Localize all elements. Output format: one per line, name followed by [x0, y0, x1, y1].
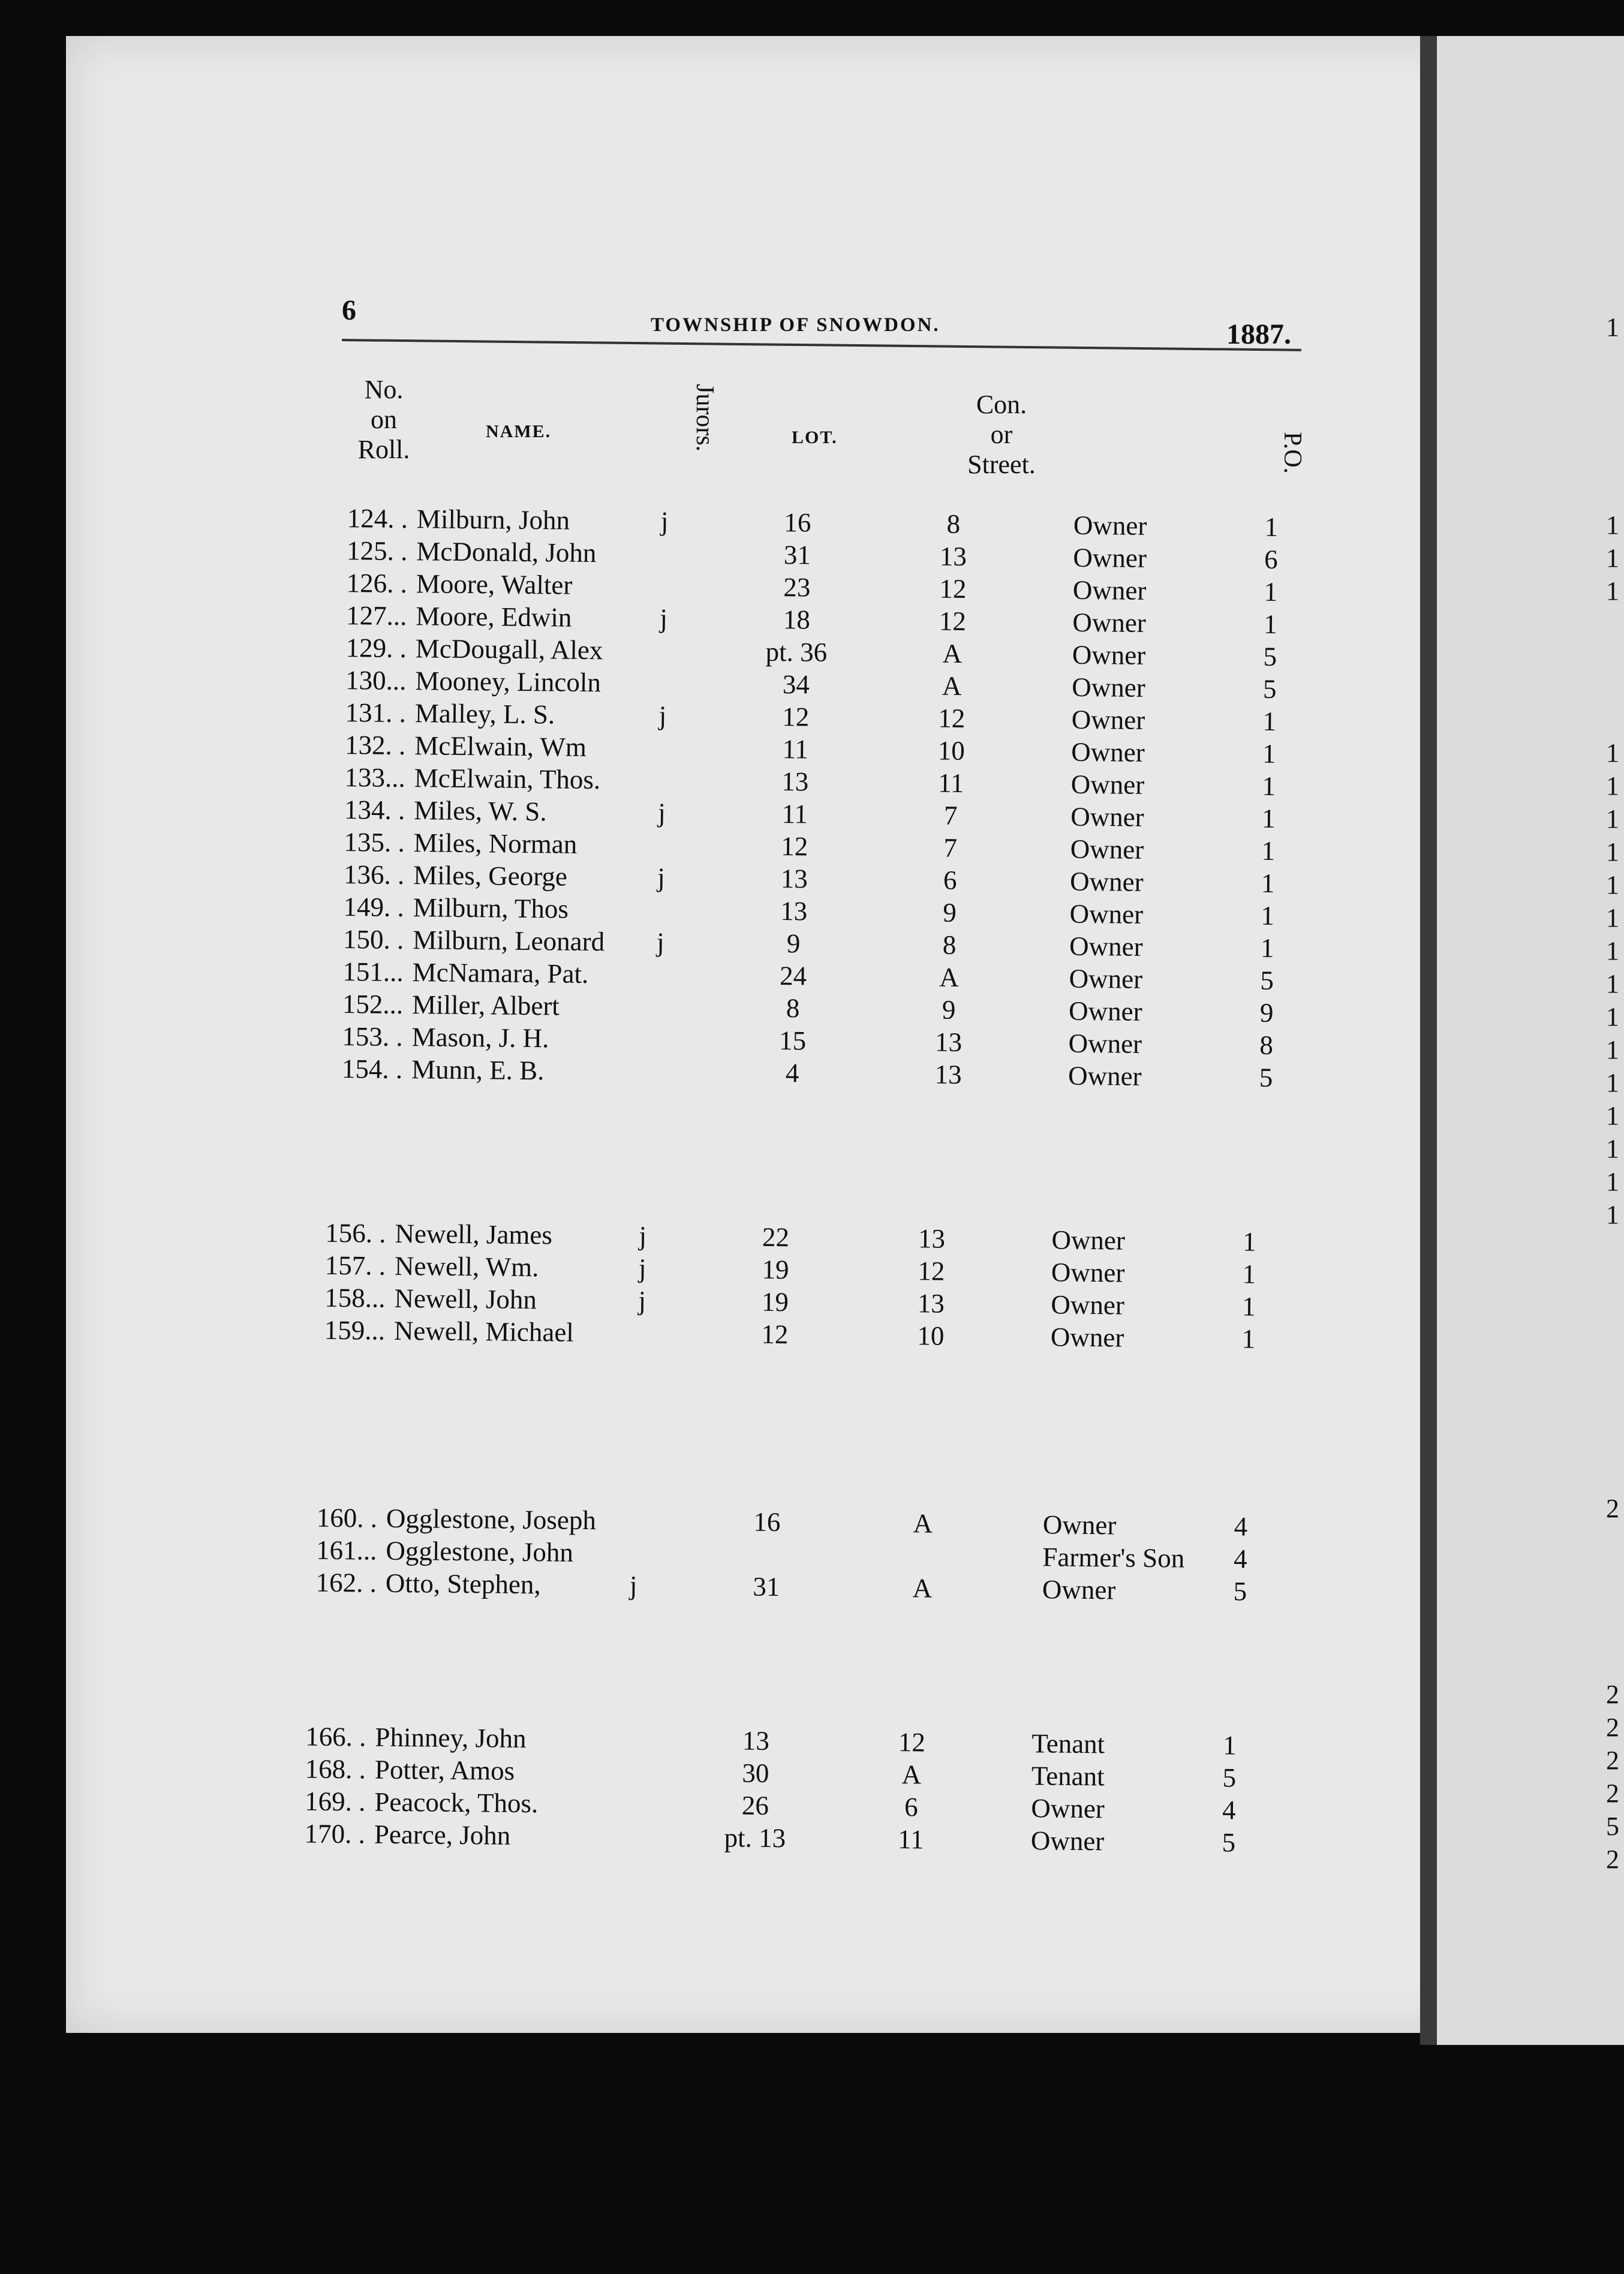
entry-po: 1 [1264, 576, 1278, 607]
entry-status: Owner [1051, 1225, 1126, 1256]
entry-no: 156. . [325, 1217, 386, 1249]
entry-status: Owner [1069, 866, 1144, 897]
entry-po: 5 [1263, 641, 1277, 672]
entry-juror: j [657, 862, 665, 893]
entry-po: 1 [1264, 512, 1279, 542]
entry-no: 160. . [316, 1502, 378, 1533]
entry-status: Owner [1072, 607, 1147, 638]
entry-status: Owner [1051, 1289, 1125, 1321]
entry-name: Pearce, John [374, 1819, 511, 1851]
page-year: 1887. [1226, 318, 1291, 350]
entry-status: Owner [1071, 736, 1145, 768]
entry-lot: 30 [742, 1758, 769, 1788]
entry-po: 8 [1259, 1030, 1274, 1060]
entry-status: Owner [1042, 1574, 1116, 1605]
entry-status: Owner [1042, 1509, 1117, 1541]
entry-con: A [939, 962, 960, 992]
entry-name: Mooney, Lincoln [415, 666, 602, 698]
entry-po: 1 [1263, 609, 1277, 639]
entry-no: 131. . [345, 697, 407, 729]
edge-digit: 1 [1606, 312, 1619, 342]
edge-digit: 1 [1606, 837, 1619, 867]
edge-digit: 1 [1606, 543, 1619, 573]
entry-name: McDougall, Alex [415, 633, 603, 666]
entry-no: 151... [342, 956, 404, 988]
entry-po: 1 [1241, 1291, 1256, 1322]
entry-lot: 19 [762, 1254, 789, 1285]
entry-po: 1 [1261, 900, 1275, 931]
column-header-po: P.O. [1279, 432, 1306, 474]
entry-status: Owner [1070, 834, 1144, 865]
entry-status: Owner [1073, 542, 1147, 573]
entry-no: 126. . [346, 568, 408, 599]
entry-po: 1 [1242, 1259, 1256, 1289]
edge-digit: 1 [1606, 771, 1619, 801]
entry-status: Owner [1068, 1028, 1142, 1059]
entry-con: 12 [938, 703, 966, 733]
entry-con: A [901, 1759, 922, 1790]
edge-digit: 2 [1606, 1779, 1619, 1808]
entry-name: Peacock, Thos. [374, 1786, 539, 1819]
entry-no: 168. . [305, 1753, 366, 1785]
column-header-street-line: Street. [967, 450, 1036, 479]
entry-po: 1 [1242, 1226, 1256, 1257]
entry-juror: j [638, 1285, 646, 1316]
entry-name: Miller, Albert [411, 989, 560, 1021]
column-header-roll-line: Roll. [357, 435, 410, 464]
entry-no: 157. . [324, 1250, 386, 1281]
edge-digit: 1 [1606, 936, 1619, 965]
entry-no: 158... [324, 1282, 386, 1313]
adjacent-page-strip [1437, 36, 1624, 2045]
entry-name: Newell, Michael [393, 1315, 575, 1347]
entry-juror: j [660, 603, 668, 634]
entry-po: 4 [1234, 1511, 1248, 1542]
entry-name: Ogglestone, John [386, 1535, 574, 1568]
entry-juror: j [658, 700, 667, 731]
entry-lot: 4 [785, 1058, 799, 1088]
entry-lot [713, 1538, 821, 1539]
entry-no: 133... [344, 762, 406, 793]
entry-po: 5 [1233, 1576, 1247, 1607]
entry-con: 13 [917, 1288, 945, 1319]
entry-lot: 12 [782, 702, 810, 732]
entry-name: Miles, Norman [413, 828, 578, 859]
entry-no: 169. . [304, 1786, 366, 1817]
entry-lot: 31 [783, 540, 811, 570]
entry-con: 7 [943, 832, 958, 863]
entry-status: Owner [1050, 1322, 1124, 1353]
entry-con: 8 [942, 930, 957, 960]
edge-digit: 1 [1606, 510, 1619, 540]
column-header-con-line: Con. [976, 390, 1027, 419]
column-header-jurors: Jurors. [691, 384, 718, 452]
entry-con: A [942, 670, 962, 701]
edge-digit: 1 [1606, 1035, 1619, 1064]
entry-con: 13 [934, 1059, 962, 1090]
entry-lot: 13 [780, 896, 808, 927]
entry-con: A [913, 1508, 933, 1539]
entry-name: Newell, James [395, 1218, 553, 1250]
entry-no: 130... [345, 665, 407, 696]
entry-no: 135. . [344, 827, 405, 858]
entry-lot: 11 [782, 734, 809, 765]
entry-lot: 26 [741, 1790, 769, 1821]
entry-con: A [912, 1573, 933, 1604]
entry-con: 12 [898, 1727, 926, 1758]
entry-con: 13 [939, 541, 967, 572]
entry-po: 5 [1222, 1762, 1237, 1793]
entry-con: 10 [937, 735, 966, 766]
entry-po: 1 [1261, 868, 1275, 898]
entry-po: 1 [1222, 1730, 1237, 1761]
entry-con: 13 [934, 1027, 963, 1057]
entry-lot: 19 [761, 1286, 789, 1318]
entry-con: 11 [897, 1824, 924, 1855]
entry-con: 8 [946, 509, 961, 539]
entry-name: Phinney, John [375, 1722, 527, 1754]
entry-no: 149. . [343, 892, 404, 923]
entry-con: 12 [939, 573, 967, 604]
page-number: 6 [342, 294, 356, 326]
edge-digit: 1 [1606, 1002, 1619, 1031]
entry-lot: 16 [753, 1506, 781, 1538]
entry-no: 170. . [304, 1818, 366, 1849]
column-header-lot: LOT. [792, 428, 838, 447]
entry-status: Owner [1069, 931, 1143, 962]
column-header-or-line: or [990, 420, 1013, 449]
column-header-no-line: No. [364, 375, 404, 404]
edge-digit: 1 [1606, 969, 1619, 998]
entry-con: 13 [918, 1223, 946, 1254]
edge-digit: 5 [1606, 1812, 1619, 1841]
entry-juror: j [638, 1253, 646, 1283]
edge-digit: 2 [1606, 1494, 1619, 1523]
entry-name: Mason, J. H. [411, 1022, 549, 1054]
entry-no: 154. . [341, 1054, 403, 1085]
entry-name: Malley, L. S. [414, 698, 555, 730]
entry-name: Munn, E. B. [411, 1054, 545, 1086]
entry-name: Milburn, Thos [413, 892, 569, 924]
entry-status: Owner [1030, 1825, 1105, 1857]
entry-name: Miles, George [413, 860, 568, 892]
entry-status: Owner [1031, 1793, 1105, 1824]
entry-lot: 9 [786, 928, 801, 959]
entry-lot: 13 [780, 864, 808, 894]
entry-status: Owner [1070, 769, 1145, 800]
entry-lot: 13 [781, 766, 809, 797]
entry-no: 161... [315, 1535, 377, 1566]
entry-name: McDonald, John [416, 536, 597, 568]
entry-con: A [942, 638, 963, 669]
page-title: TOWNSHIP OF SNOWDON. [651, 314, 940, 336]
entry-juror: j [629, 1570, 637, 1601]
entry-juror: j [639, 1220, 647, 1251]
entry-lot: 22 [762, 1222, 790, 1253]
entry-no: 152... [342, 989, 404, 1020]
edge-digit: 1 [1606, 903, 1619, 933]
entry-status: Owner [1069, 963, 1143, 994]
entry-no: 136. . [343, 859, 405, 891]
edge-digit: 2 [1606, 1746, 1619, 1775]
entry-con: 11 [937, 768, 964, 798]
entry-name: Potter, Amos [374, 1754, 515, 1786]
entry-name: Milburn, Leonard [412, 925, 605, 957]
entry-status: Owner [1051, 1257, 1125, 1288]
entry-lot: 23 [783, 572, 811, 603]
entry-juror: j [658, 798, 666, 828]
entry-lot: 24 [779, 961, 807, 991]
entry-name: Newell, Wm. [394, 1250, 539, 1283]
entry-con [887, 1540, 959, 1541]
entry-status: Owner [1072, 639, 1146, 670]
entry-no: 129. . [345, 633, 407, 664]
entry-lot: 34 [782, 669, 810, 700]
entry-lot: 13 [742, 1725, 770, 1756]
entry-con: 9 [943, 897, 957, 928]
entry-name: Ogglestone, Joseph [386, 1503, 597, 1536]
entry-name: Newell, John [394, 1283, 537, 1315]
entry-po: 5 [1260, 965, 1274, 995]
edge-digit: 1 [1606, 1167, 1619, 1196]
entry-po: 4 [1222, 1795, 1236, 1825]
edge-digit: 1 [1606, 804, 1619, 834]
entry-lot: 8 [786, 993, 800, 1024]
entry-name: Moore, Walter [416, 568, 573, 600]
entry-no: 134. . [344, 795, 405, 826]
entry-con: 12 [918, 1256, 945, 1286]
edge-digit: 1 [1606, 1134, 1619, 1163]
entry-po: 1 [1261, 803, 1276, 834]
entry-no: 150. . [342, 924, 404, 955]
entry-con: 10 [917, 1321, 945, 1351]
entry-name: Milburn, John [416, 504, 570, 536]
column-header-name: NAME. [486, 422, 552, 441]
entry-con: 6 [904, 1792, 918, 1822]
entry-po: 5 [1259, 1062, 1273, 1093]
entry-po: 4 [1233, 1544, 1247, 1574]
entry-lot: 12 [761, 1319, 789, 1350]
entry-status: Owner [1070, 801, 1144, 832]
entry-juror: j [656, 927, 664, 958]
entry-lot: 15 [778, 1025, 807, 1056]
entry-po: 1 [1262, 706, 1277, 736]
entry-no: 162. . [315, 1567, 377, 1598]
edge-digit: 1 [1606, 738, 1619, 768]
edge-digit: 2 [1606, 1680, 1619, 1709]
entry-name: Miles, W. S. [414, 795, 547, 827]
entry-name: Otto, Stephen, [385, 1568, 541, 1600]
edge-digit: 2 [1606, 1713, 1619, 1742]
entry-lot: 31 [753, 1571, 780, 1602]
entry-no: 159... [324, 1315, 386, 1346]
entry-lot: 18 [783, 604, 811, 635]
column-header-on-line: on [371, 405, 397, 434]
entry-lot: 16 [784, 507, 811, 538]
entry-name: Moore, Edwin [416, 601, 572, 633]
entry-lot: pt. 13 [724, 1822, 786, 1854]
entry-juror: j [660, 506, 669, 537]
entry-status: Owner [1067, 1060, 1142, 1091]
entry-no: 153. . [342, 1021, 403, 1052]
entry-name: McNamara, Pat. [412, 957, 589, 989]
entry-status: Tenant [1031, 1761, 1105, 1792]
entry-no: 166. . [305, 1721, 366, 1752]
edge-digit: 1 [1606, 1101, 1619, 1130]
entry-name: McElwain, Thos. [414, 763, 601, 795]
entry-po: 5 [1222, 1827, 1236, 1858]
entry-po: 1 [1241, 1324, 1256, 1354]
entry-po: 5 [1262, 673, 1277, 704]
entry-po: 1 [1262, 771, 1276, 801]
entry-lot: 12 [781, 831, 808, 862]
edge-digit: 2 [1606, 1845, 1619, 1874]
entry-status: Owner [1071, 704, 1145, 735]
binding-rule [1420, 36, 1437, 2045]
entry-po: 6 [1264, 544, 1278, 574]
entry-lot: pt. 36 [765, 636, 828, 667]
entry-status: Tenant [1031, 1728, 1105, 1759]
edge-digit: 1 [1606, 1068, 1619, 1097]
entry-status: Owner [1068, 995, 1142, 1027]
entry-lot: 11 [781, 799, 808, 829]
edge-digit: 1 [1606, 1200, 1619, 1229]
entry-status: Owner [1069, 898, 1144, 930]
entry-con: 9 [942, 994, 956, 1025]
entry-status: Farmer's Son [1042, 1542, 1185, 1574]
entry-no: 124. . [347, 503, 408, 534]
entry-name: McElwain, Wm [414, 730, 587, 762]
entry-po: 1 [1262, 738, 1276, 769]
entry-con: 6 [943, 865, 957, 895]
edge-digit: 1 [1606, 870, 1619, 900]
entry-po: 1 [1261, 835, 1276, 866]
entry-no: 127... [345, 600, 407, 631]
entry-status: Owner [1072, 672, 1146, 703]
entry-po: 1 [1260, 933, 1274, 963]
entry-con: 12 [939, 606, 967, 636]
edge-digit: 1 [1606, 576, 1619, 606]
entry-status: Owner [1073, 510, 1147, 541]
entry-no: 125. . [346, 536, 408, 567]
entry-status: Owner [1072, 574, 1147, 606]
entry-con: 7 [943, 800, 958, 831]
entry-no: 132. . [344, 730, 406, 761]
entry-po: 9 [1259, 997, 1274, 1028]
